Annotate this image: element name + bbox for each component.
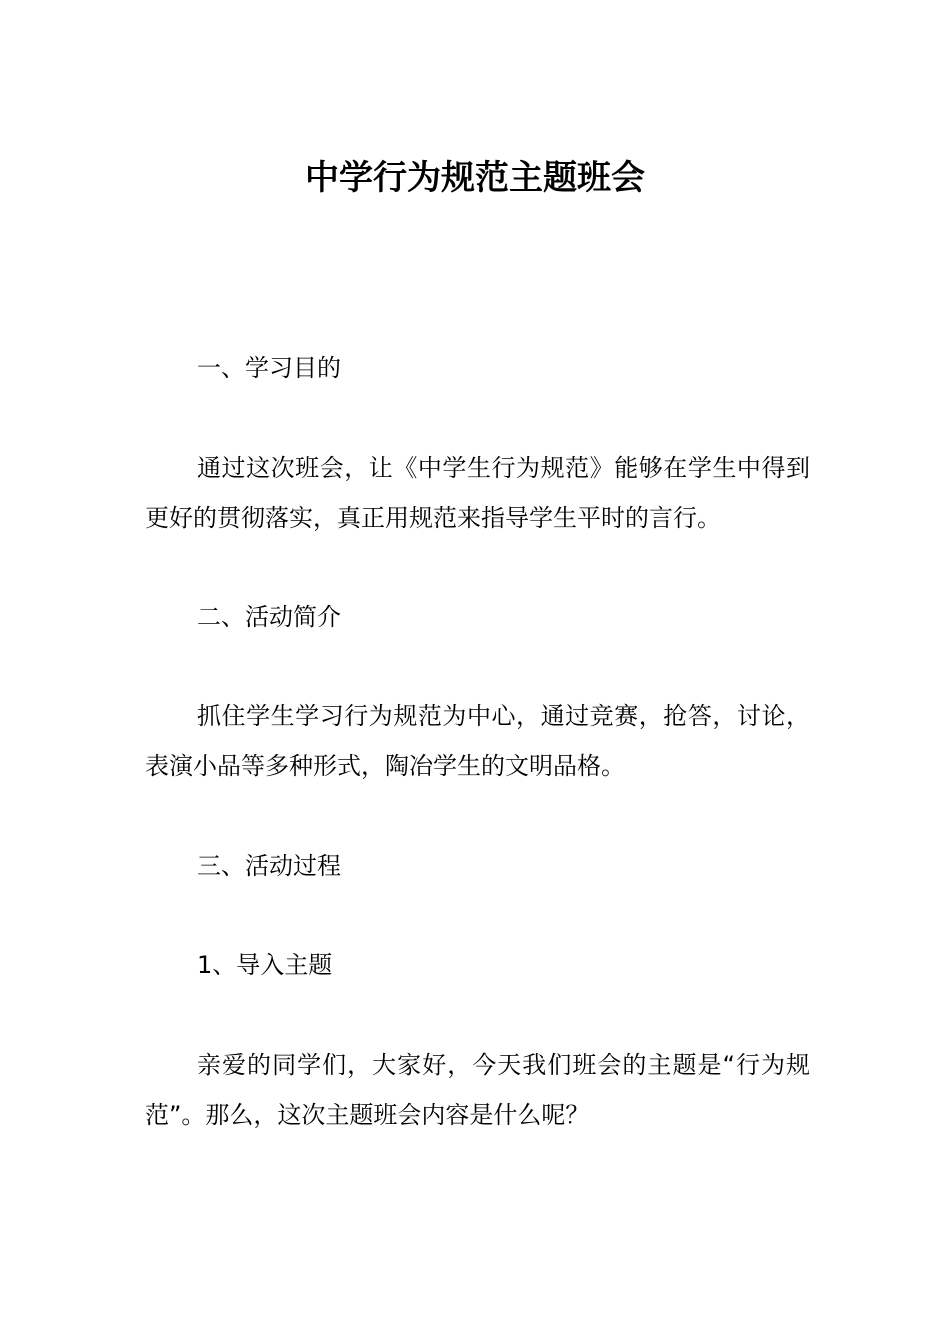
- section-heading-activity-intro: 二、活动简介: [197, 603, 341, 631]
- section-heading-introduce-theme: 1、导入主题: [197, 951, 333, 979]
- section-paragraph-learning-goal: 通过这次班会，让《中学生行为规范》能够在学生中得到更好的贯彻落实，真正用规范来指导学生平时的言行。: [145, 454, 810, 532]
- section-heading-learning-goal: 一、学习目的: [197, 354, 341, 382]
- section-paragraph-activity-intro: 抓住学生学习行为规范为中心，通过竞赛，抢答，讨论，表演小品等多种形式，陶冶学生的文明品格。: [145, 702, 810, 780]
- section-heading-activity-process: 三、活动过程: [197, 852, 341, 880]
- section-paragraph-introduce-theme: 亲爱的同学们，大家好，今天我们班会的主题是“行为规范”。那么，这次主题班会内容是什么呢？: [145, 1051, 810, 1129]
- document-title: 中学行为规范主题班会: [305, 158, 645, 198]
